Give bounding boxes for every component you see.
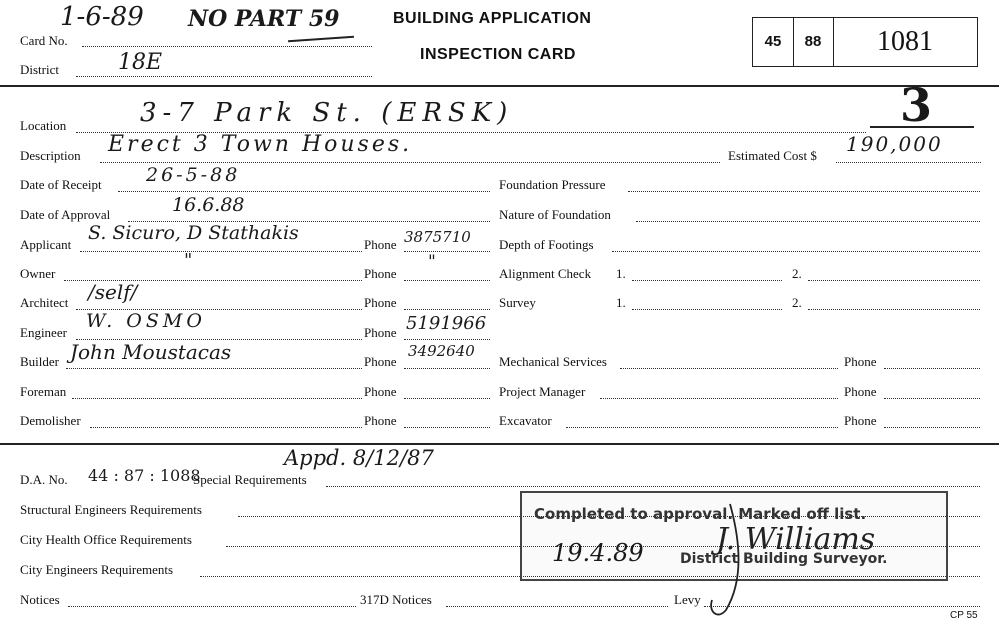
corner-mark-underline xyxy=(870,126,974,128)
description-label: Description xyxy=(20,148,81,163)
alignment-opt2: 2. xyxy=(792,266,802,281)
survey-label: Survey xyxy=(499,295,536,310)
engineer-value: W. OSMO xyxy=(86,310,206,332)
phone-line-mechanical xyxy=(884,368,980,369)
surveyor-signature: J. Williams xyxy=(716,522,876,557)
date-of-receipt-line xyxy=(118,191,490,192)
district-line xyxy=(76,76,372,77)
phone-label-owner: Phone xyxy=(364,266,397,281)
notices-line xyxy=(68,606,356,607)
date-of-receipt-label: Date of Receipt xyxy=(20,177,102,192)
location-label: Location xyxy=(20,118,67,133)
depth-of-footings-line xyxy=(612,251,980,252)
foreman-line xyxy=(72,398,362,399)
form-code: CP 55 xyxy=(950,610,978,621)
stamp-date: 19.4.89 xyxy=(552,539,644,567)
phone-line-foreman xyxy=(404,398,490,399)
foundation-pressure-line xyxy=(628,191,980,192)
foundation-pressure-label: Foundation Pressure xyxy=(499,177,606,192)
handwritten-note: NO PART 59 xyxy=(188,6,340,32)
phone-value-owner: " xyxy=(428,252,436,272)
card-title-line1: BUILDING APPLICATION xyxy=(393,10,592,27)
depth-of-footings-label: Depth of Footings xyxy=(499,237,594,252)
alignment-opt1-line xyxy=(632,280,782,281)
phone-line-builder xyxy=(404,368,490,369)
middle-rule xyxy=(0,443,999,445)
estimated-cost-line xyxy=(836,162,981,163)
owner-value: " xyxy=(184,250,193,271)
applicant-value: S. Sicuro, D Stathakis xyxy=(88,222,299,244)
phone-label-project-manager: Phone xyxy=(844,384,877,399)
box-b: 88 xyxy=(793,18,834,66)
nature-of-foundation-line xyxy=(636,221,980,222)
phone-line-applicant xyxy=(404,251,490,252)
survey-opt1-line xyxy=(632,309,782,310)
special-requirements-label: Special Requirements xyxy=(193,472,307,487)
mechanical-services-line xyxy=(620,368,838,369)
architect-label: Architect xyxy=(20,295,69,310)
note-underline xyxy=(288,36,354,43)
project-manager-line xyxy=(600,398,838,399)
alignment-check-label: Alignment Check xyxy=(499,266,592,281)
estimated-cost-label: Estimated Cost $ xyxy=(728,148,817,163)
phone-line-engineer xyxy=(404,339,490,340)
owner-label: Owner xyxy=(20,266,56,281)
city-health-label: City Health Office Requirements xyxy=(20,532,192,547)
da-no-label: D.A. No. xyxy=(20,472,68,487)
signature-stroke xyxy=(700,500,760,622)
phone-line-project-manager xyxy=(884,398,980,399)
da-no-value: 44 : 87 : 1088 xyxy=(88,466,201,485)
description-value: Erect 3 Town Houses. xyxy=(108,132,413,157)
phone-line-demolisher xyxy=(404,427,490,428)
architect-value: /self/ xyxy=(88,280,138,304)
mechanical-services-label: Mechanical Services xyxy=(499,354,607,369)
builder-line xyxy=(66,368,362,369)
phone-label-foreman: Phone xyxy=(364,384,397,399)
phone-value-engineer: 5191966 xyxy=(406,313,487,334)
description-line xyxy=(100,162,720,163)
project-manager-label: Project Manager xyxy=(499,384,586,399)
demolisher-line xyxy=(90,427,362,428)
applicant-line xyxy=(80,251,362,252)
structural-engineers-label: Structural Engineers Requirements xyxy=(20,502,202,517)
survey-opt1: 1. xyxy=(616,295,626,310)
card-no-label: Card No. xyxy=(20,33,68,48)
phone-line-architect xyxy=(404,309,490,310)
builder-label: Builder xyxy=(20,354,59,369)
phone-label-builder: Phone xyxy=(364,354,397,369)
special-requirements-value: Appd. 8/12/87 xyxy=(284,446,434,470)
district-value: 18E xyxy=(118,50,163,75)
phone-label-demolisher: Phone xyxy=(364,413,397,428)
survey-opt2-line xyxy=(808,309,980,310)
excavator-line xyxy=(566,427,838,428)
date-of-receipt-value: 26-5-88 xyxy=(146,164,241,186)
notices-317d-label: 317D Notices xyxy=(360,592,432,607)
survey-opt2: 2. xyxy=(792,295,802,310)
phone-value-applicant: 3875710 xyxy=(404,228,471,246)
excavator-label: Excavator xyxy=(499,413,552,428)
nature-of-foundation-label: Nature of Foundation xyxy=(499,207,611,222)
levy-label: Levy xyxy=(674,592,701,607)
phone-value-builder: 3492640 xyxy=(408,342,475,360)
box-a: 45 xyxy=(753,18,794,66)
estimated-cost-value: 190,000 xyxy=(846,132,943,156)
card-number-box xyxy=(752,17,978,67)
engineer-label: Engineer xyxy=(20,325,67,340)
stamp-line2: District Building Surveyor. xyxy=(680,551,888,567)
card-no-line xyxy=(82,46,372,47)
notices-label: Notices xyxy=(20,592,60,607)
date-of-approval-value: 16.6.88 xyxy=(172,194,245,216)
district-label: District xyxy=(20,62,59,77)
card-title-line2: INSPECTION CARD xyxy=(420,46,576,63)
foreman-label: Foreman xyxy=(20,384,67,399)
phone-label-engineer: Phone xyxy=(364,325,397,340)
header-rule xyxy=(0,85,999,87)
location-value: 3-7 Park St. (ERSK) xyxy=(140,98,514,128)
corner-mark: 3 xyxy=(900,78,933,132)
demolisher-label: Demolisher xyxy=(20,413,81,428)
special-requirements-line xyxy=(326,486,980,487)
phone-line-owner xyxy=(404,280,490,281)
phone-label-architect: Phone xyxy=(364,295,397,310)
phone-label-mechanical: Phone xyxy=(844,354,877,369)
builder-value: John Moustacas xyxy=(70,340,232,364)
phone-label-excavator: Phone xyxy=(844,413,877,428)
date-of-approval-label: Date of Approval xyxy=(20,207,111,222)
handwritten-date: 1-6-89 xyxy=(60,2,144,32)
applicant-label: Applicant xyxy=(20,237,72,252)
notices-317d-line xyxy=(446,606,668,607)
phone-label-applicant: Phone xyxy=(364,237,397,252)
alignment-opt2-line xyxy=(808,280,980,281)
city-engineers-label: City Engineers Requirements xyxy=(20,562,174,577)
box-number: 1081 xyxy=(877,26,933,57)
stamp-line1: Completed to approval. Marked off list. xyxy=(534,505,867,523)
phone-line-excavator xyxy=(884,427,980,428)
alignment-opt1: 1. xyxy=(616,266,626,281)
